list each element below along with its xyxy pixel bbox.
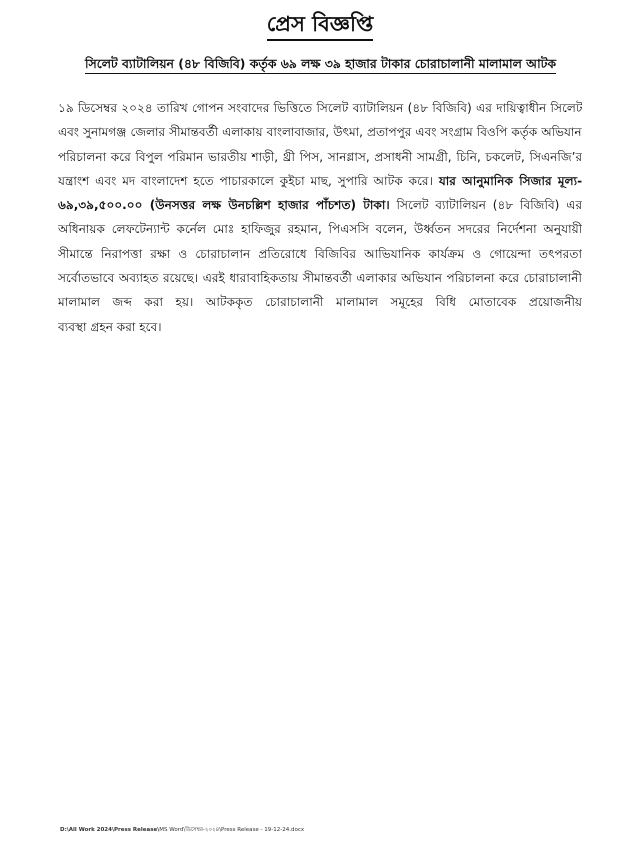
file-path-footer: [60, 826, 304, 834]
title-container: [0, 10, 640, 41]
body-paragraph: [58, 96, 582, 339]
body-line-10: ব্যবস্থা গ্রহন করা হবে।: [58, 319, 162, 334]
body-line-4-text: যন্ত্রাংশ এবং মদ বাংলাদেশ হতে পাচারকালে কুইচা মাছ, সুপারি আটক করে।: [58, 173, 433, 188]
page-title: প্রেস বিজ্ঞপ্তি: [267, 10, 373, 41]
headline: সিলেট ব্যাটালিয়ন (৪৮ বিজিবি) কর্তৃক ৬৯ লক্ষ ৩৯ হাজার টাকার চোরাচালানী মালামাল আটক: [85, 55, 556, 74]
file-path-rest: MS Word\ডিসেম্বর-২০২৪\Press Release - 19-12-24.docx: [159, 827, 305, 833]
body-line-1: ১৯ ডিসেম্বর ২০২৪ তারিখ গোপন সংবাদের ভিত্তিতে সিলেট ব্যাটালিয়ন (৪৮ বিজিবি) এর দায়িত্বাধীন সিলেট: [58, 101, 582, 115]
body-line-4: [58, 169, 582, 193]
body-line-5-text: সিলেট ব্যাটালিয়ন (৪৮ বিজিবি) এর: [396, 198, 582, 213]
subtitle-container: [48, 53, 593, 74]
file-path-bold: D:\All Work 2024\Press Release\: [60, 827, 160, 833]
body-line-2: এবং সুনামগঞ্জ জেলার সীমান্তবর্তী এলাকায় বাংলাবাজার, উৎমা, প্রতাপপুর এবং সংগ্রাম বিওপি কর্তৃক অভিযান: [58, 125, 582, 140]
seizure-value-label: যার আনুমানিক সিজার মূল্য-: [438, 173, 582, 188]
body-line-6: অধিনায়ক লেফটেন্যান্ট কর্নেল মোঃ হাফিজুর রহমান, পিএসসি বলেন, উর্ধ্বতন সদরের নির্দেশনা অনুযায়ী: [58, 222, 582, 237]
body-line-5: [58, 193, 582, 217]
body-line-8: সর্বোতভাবে অব্যাহত রয়েছে। এরই ধারাবাহিকতায় সীমান্তবর্তী এলাকার অভিযান পরিচালনা করে চোরাচালানী: [58, 271, 582, 286]
body-line-3: পরিচালনা করে বিপুল পরিমান ভারতীয় শাড়ী, থ্রী পিস, সানগ্লাস, প্রসাধনী সামগ্রী, চিনি, চকলেট, সিএনজি’র: [58, 149, 582, 164]
body-line-9: মালামাল জব্দ করা হয়। আটককৃত চোরাচালানী মালামাল সমূহের বিধি মোতাবেক প্রয়োজনীয়: [58, 295, 582, 310]
body-line-7: সীমান্তে নিরাপত্তা রক্ষা ও চোরাচালান প্রতিরোধে বিজিবির আভিযানিক কার্যক্রম ও গোয়েন্দা তৎপরতা: [58, 246, 582, 261]
seizure-value-amount: ৬৯,৩৯,৫০০.০০ (উনসত্তর লক্ষ উনচল্লিশ হাজার পাঁচশত) টাকা।: [58, 198, 390, 213]
